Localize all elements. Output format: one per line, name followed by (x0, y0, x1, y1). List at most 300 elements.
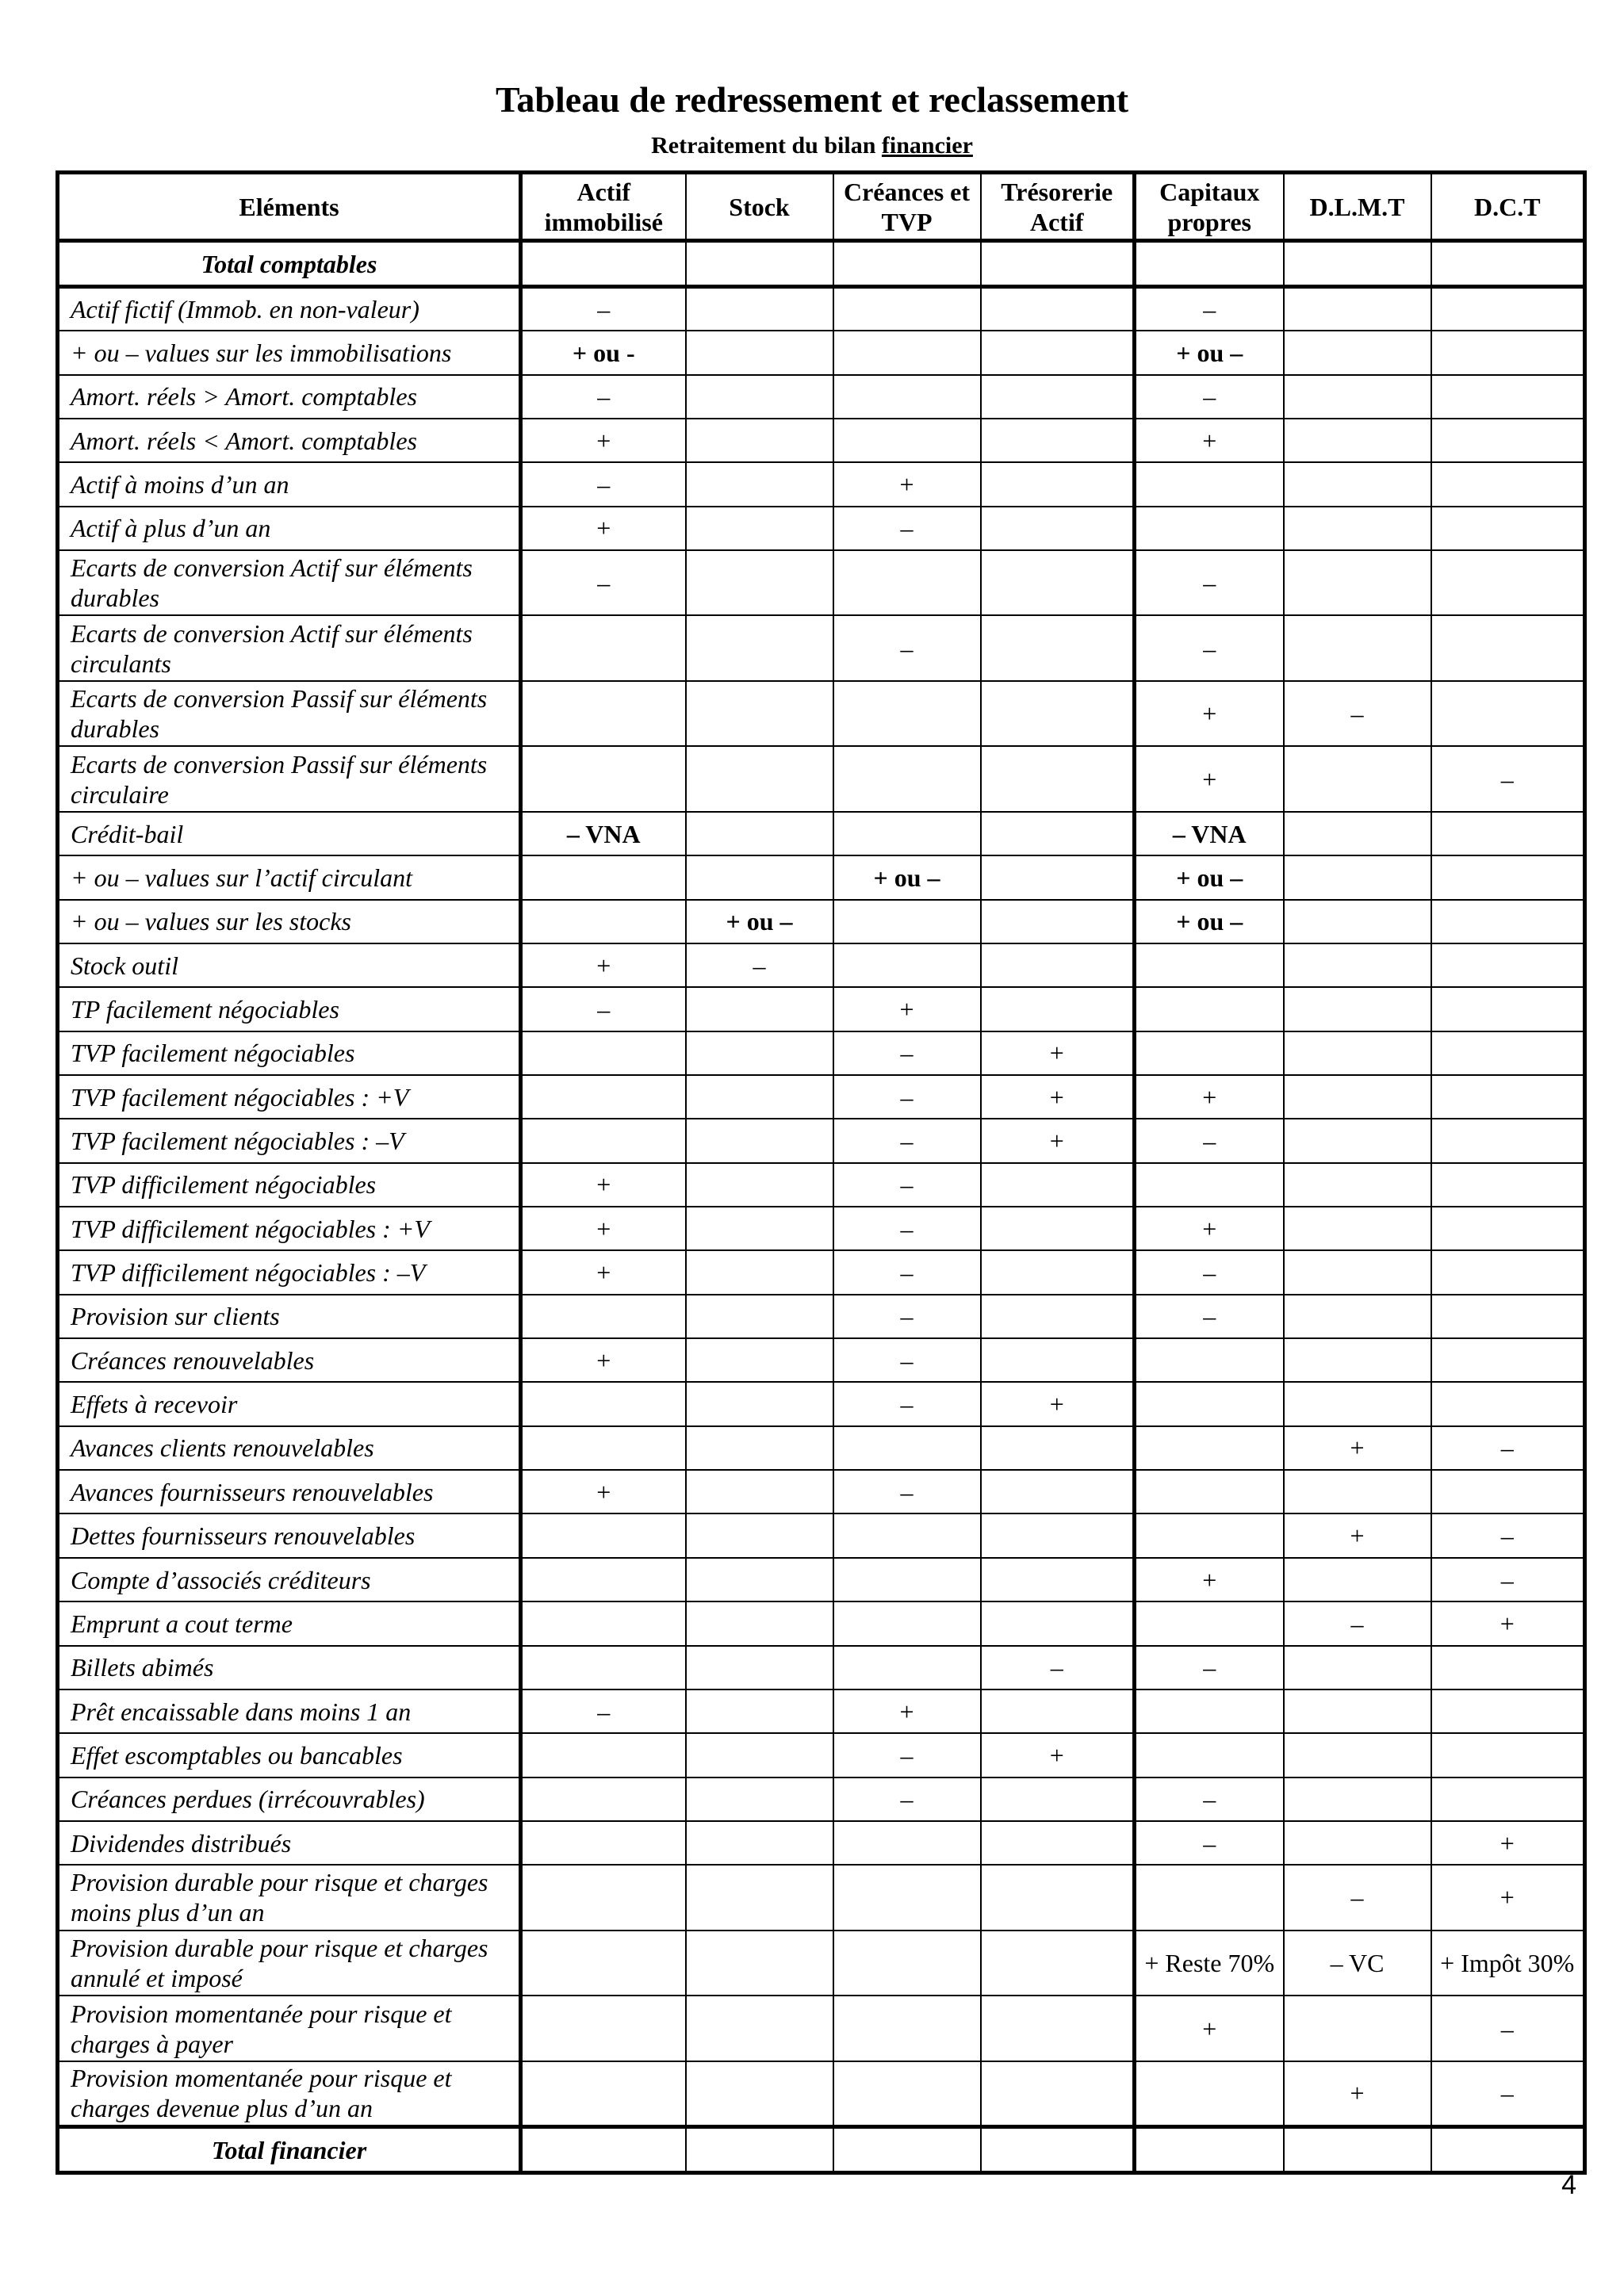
row-label: TP facilement négociables (58, 987, 521, 1031)
table-cell (521, 1558, 686, 1601)
table-row (58, 1931, 1585, 1996)
table-row (58, 1382, 1585, 1425)
table-cell (686, 1821, 833, 1865)
table-cell (686, 746, 833, 812)
column-header-creances-tvp: Créances et TVP (833, 173, 981, 241)
table-cell (1284, 900, 1431, 943)
table-cell (686, 615, 833, 681)
table-cell: + ou – (1135, 900, 1284, 943)
table-cell (981, 900, 1135, 943)
table-cell (1431, 1163, 1585, 1207)
table-cell (1431, 241, 1585, 287)
row-label: Provision durable pour risque et charges annulé et imposé (58, 1931, 521, 1996)
table-cell: – (1431, 2061, 1585, 2127)
table-cell (981, 1250, 1135, 1294)
table-cell (686, 287, 833, 331)
table-cell (981, 1163, 1135, 1207)
table-cell (521, 1075, 686, 1119)
table-cell (981, 615, 1135, 681)
table-cell (1431, 1646, 1585, 1689)
table-cell: + (521, 507, 686, 550)
table-cell (833, 375, 981, 419)
row-label: Billets abimés (58, 1646, 521, 1689)
table-cell (981, 1295, 1135, 1338)
table-cell: – (1135, 1646, 1284, 1689)
table-row (58, 1031, 1585, 1075)
table-cell (686, 1689, 833, 1733)
table-cell (1135, 1689, 1284, 1733)
table-cell (981, 1777, 1135, 1821)
table-cell (833, 1996, 981, 2061)
table-cell (1284, 1470, 1431, 1513)
table-cell (686, 1931, 833, 1996)
row-label: Avances fournisseurs renouvelables (58, 1470, 521, 1513)
table-cell (686, 1075, 833, 1119)
table-row (58, 1163, 1585, 1207)
table-cell: + Impôt 30% (1431, 1931, 1585, 1996)
row-label: TVP difficilement négociables (58, 1163, 521, 1207)
row-label: Ecarts de conversion Actif sur éléments durables (58, 550, 521, 616)
table-cell (981, 855, 1135, 899)
table-cell: – (833, 1119, 981, 1162)
table-cell: – (833, 1777, 981, 1821)
row-label: Amort. réels > Amort. comptables (58, 375, 521, 419)
table-cell (521, 2061, 686, 2127)
table-cell: + ou – (1135, 331, 1284, 374)
table-cell: + (521, 1207, 686, 1250)
table-cell: – (833, 615, 981, 681)
table-cell (521, 1733, 686, 1777)
table-cell (1431, 1470, 1585, 1513)
table-row (58, 550, 1585, 616)
table-cell (686, 987, 833, 1031)
table-cell: + (1431, 1865, 1585, 1931)
table-cell: – (1135, 287, 1284, 331)
row-label: Ecarts de conversion Passif sur éléments durables (58, 681, 521, 747)
table-cell (686, 1426, 833, 1470)
page-number: 4 (1561, 2170, 1576, 2200)
table-cell: + (981, 1382, 1135, 1425)
table-cell (686, 1382, 833, 1425)
column-header-tresorerie-actif: Trésorerie Actif (981, 173, 1135, 241)
table-cell: + Reste 70% (1135, 1931, 1284, 1996)
table-cell (981, 1865, 1135, 1931)
table-cell (1284, 507, 1431, 550)
row-label: Provision durable pour risque et charges moins plus d’un an (58, 1865, 521, 1931)
table-cell (1284, 375, 1431, 419)
table-cell (1431, 615, 1585, 681)
table-cell (521, 1646, 686, 1689)
table-row (58, 1601, 1585, 1645)
table-cell: – (521, 1689, 686, 1733)
table-cell (1431, 855, 1585, 899)
table-cell (833, 1513, 981, 1557)
table-cell: + (1284, 1426, 1431, 1470)
table-cell: – (1431, 1426, 1585, 1470)
table-cell (521, 1821, 686, 1865)
table-cell: + (981, 1075, 1135, 1119)
table-row (58, 1207, 1585, 1250)
table-cell (1431, 550, 1585, 616)
table-cell: – (1135, 1119, 1284, 1162)
table-cell (521, 615, 686, 681)
table-row (58, 1338, 1585, 1382)
table-cell (686, 1996, 833, 2061)
row-label: TVP difficilement négociables : –V (58, 1250, 521, 1294)
table-cell (1284, 987, 1431, 1031)
table-cell (833, 812, 981, 855)
table-cell (833, 1646, 981, 1689)
table-cell (1135, 2061, 1284, 2127)
table-cell (686, 1558, 833, 1601)
table-cell (521, 1513, 686, 1557)
table-row (58, 1558, 1585, 1601)
table-cell (1135, 1513, 1284, 1557)
table-cell: – (1284, 1601, 1431, 1645)
table-cell (1431, 1207, 1585, 1250)
table-cell (686, 462, 833, 506)
table-cell (1431, 1295, 1585, 1338)
table-cell (1431, 1338, 1585, 1382)
table-cell (1431, 419, 1585, 462)
table-cell (686, 1119, 833, 1162)
table-cell (1431, 1777, 1585, 1821)
table-cell (1135, 1470, 1284, 1513)
table-cell: – VNA (1135, 812, 1284, 855)
table-cell (981, 1426, 1135, 1470)
row-label: TVP facilement négociables : +V (58, 1075, 521, 1119)
row-label: Prêt encaissable dans moins 1 an (58, 1689, 521, 1733)
table-cell (1284, 1382, 1431, 1425)
table-row (58, 812, 1585, 855)
table-row (58, 943, 1585, 987)
table-cell (981, 550, 1135, 616)
table-cell: + (1431, 1601, 1585, 1645)
row-label: Dettes fournisseurs renouvelables (58, 1513, 521, 1557)
row-label: Actif fictif (Immob. en non-valeur) (58, 287, 521, 331)
table-cell (1135, 1338, 1284, 1382)
table-row (58, 1733, 1585, 1777)
table-cell (833, 1558, 981, 1601)
column-header-elements: Eléments (58, 173, 521, 241)
table-row (58, 615, 1585, 681)
table-row (58, 1777, 1585, 1821)
column-header-stock: Stock (686, 173, 833, 241)
row-label: TVP facilement négociables : –V (58, 1119, 521, 1162)
table-cell (521, 1865, 686, 1931)
table-cell (686, 1646, 833, 1689)
table-cell (521, 1777, 686, 1821)
table-cell (1284, 331, 1431, 374)
table-cell (686, 2061, 833, 2127)
table-cell: – (1135, 1250, 1284, 1294)
table-cell (1431, 1119, 1585, 1162)
table-cell (1135, 462, 1284, 506)
table-cell (981, 681, 1135, 747)
table-cell (981, 1207, 1135, 1250)
table-cell: + (521, 943, 686, 987)
table-cell: – (521, 987, 686, 1031)
table-cell (1284, 1558, 1431, 1601)
total-financier-label: Total financier (58, 2127, 521, 2173)
table-cell (981, 331, 1135, 374)
row-label: Compte d’associés créditeurs (58, 1558, 521, 1601)
table-cell: – (833, 1338, 981, 1382)
table-cell (686, 1470, 833, 1513)
table-row (58, 1646, 1585, 1689)
table-cell: – (1135, 615, 1284, 681)
table-cell (521, 855, 686, 899)
table-cell (981, 812, 1135, 855)
table-cell (686, 812, 833, 855)
table-cell (981, 987, 1135, 1031)
table-row (58, 1996, 1585, 2061)
table-cell (1284, 746, 1431, 812)
table-cell (686, 1031, 833, 1075)
table-cell (686, 375, 833, 419)
row-label: Avances clients renouvelables (58, 1426, 521, 1470)
table-cell (1431, 987, 1585, 1031)
reclassement-table (56, 170, 1587, 2175)
table-row (58, 2061, 1585, 2127)
row-label: + ou – values sur les immobilisations (58, 331, 521, 374)
table-cell (521, 1996, 686, 2061)
table-cell: + (981, 1119, 1135, 1162)
table-cell (981, 1558, 1135, 1601)
row-label: Effets à recevoir (58, 1382, 521, 1425)
table-cell (686, 1338, 833, 1382)
table-cell (686, 1733, 833, 1777)
table-row (58, 1119, 1585, 1162)
table-cell: + (833, 462, 981, 506)
table-cell (1431, 462, 1585, 506)
table-cell: + ou – (686, 900, 833, 943)
header-row (58, 173, 1585, 241)
table-cell (833, 241, 981, 287)
table-cell (1431, 1382, 1585, 1425)
table-cell (686, 1865, 833, 1931)
table-row (58, 462, 1585, 506)
table-cell: + (521, 419, 686, 462)
row-label: Stock outil (58, 943, 521, 987)
subtitle-underlined: financier (881, 132, 973, 159)
row-label: Ecarts de conversion Passif sur éléments circulaire (58, 746, 521, 812)
table-cell: + (521, 1250, 686, 1294)
table-cell (1431, 375, 1585, 419)
table-row (58, 287, 1585, 331)
table-cell: + (1135, 746, 1284, 812)
row-label: Créances perdues (irrécouvrables) (58, 1777, 521, 1821)
table-cell (521, 746, 686, 812)
row-label: Provision momentanée pour risque et charges à payer (58, 1996, 521, 2061)
table-cell (1431, 2127, 1585, 2173)
table-cell: – VNA (521, 812, 686, 855)
table-cell: + (1431, 1821, 1585, 1865)
table-cell (1284, 462, 1431, 506)
subtitle-prefix: Retraitement du bilan (651, 132, 882, 159)
table-cell (1284, 1295, 1431, 1338)
row-label: Actif à plus d’un an (58, 507, 521, 550)
table-cell (833, 419, 981, 462)
table-cell: + (521, 1338, 686, 1382)
table-cell: – (833, 1470, 981, 1513)
row-label: Crédit-bail (58, 812, 521, 855)
table-cell (1431, 681, 1585, 747)
table-cell (1135, 241, 1284, 287)
table-cell (833, 746, 981, 812)
table-row (58, 507, 1585, 550)
table-cell (1431, 900, 1585, 943)
table-cell: – (1431, 1996, 1585, 2061)
table-cell (1135, 943, 1284, 987)
column-header-dlmt: D.L.M.T (1284, 173, 1431, 241)
table-cell: + (1135, 1207, 1284, 1250)
table-cell (521, 681, 686, 747)
table-cell (1431, 1733, 1585, 1777)
table-cell (1284, 2127, 1431, 2173)
table-cell (981, 507, 1135, 550)
table-row (58, 1470, 1585, 1513)
table-cell: – (1135, 1777, 1284, 1821)
table-cell (686, 1250, 833, 1294)
table-cell (686, 1777, 833, 1821)
table-cell (1284, 1821, 1431, 1865)
table-cell (1284, 943, 1431, 987)
table-cell (1284, 1338, 1431, 1382)
table-row (58, 681, 1585, 747)
table-cell (686, 419, 833, 462)
row-label: Dividendes distribués (58, 1821, 521, 1865)
row-label: Créances renouvelables (58, 1338, 521, 1382)
total-financier-row (58, 2127, 1585, 2173)
table-cell (521, 241, 686, 287)
table-cell: + (521, 1163, 686, 1207)
table-cell (1284, 1646, 1431, 1689)
table-cell (833, 943, 981, 987)
table-cell (521, 900, 686, 943)
table-cell: – (833, 1163, 981, 1207)
table-cell (1284, 419, 1431, 462)
table-row (58, 987, 1585, 1031)
table-cell: – (1431, 1558, 1585, 1601)
table-cell (686, 681, 833, 747)
table-cell (1284, 1733, 1431, 1777)
table-cell (686, 507, 833, 550)
table-cell: + (981, 1031, 1135, 1075)
table-cell: – (833, 1382, 981, 1425)
table-cell: – (686, 943, 833, 987)
row-label: Actif à moins d’un an (58, 462, 521, 506)
table-cell (1431, 812, 1585, 855)
table-cell (1135, 987, 1284, 1031)
table-cell (1431, 943, 1585, 987)
table-cell (686, 2127, 833, 2173)
table-row (58, 1689, 1585, 1733)
table-cell (833, 550, 981, 616)
table-cell (686, 1295, 833, 1338)
table-cell (1284, 1207, 1431, 1250)
table-cell (1284, 1996, 1431, 2061)
table-cell (833, 1821, 981, 1865)
column-header-capitaux-propres: Capitaux propres (1135, 173, 1284, 241)
table-cell (1135, 2127, 1284, 2173)
table-cell: – (833, 1075, 981, 1119)
table-cell (1431, 1031, 1585, 1075)
table-cell (521, 2127, 686, 2173)
table-cell (1135, 1031, 1284, 1075)
table-cell (1284, 1075, 1431, 1119)
table-cell (521, 1382, 686, 1425)
table-cell (833, 1426, 981, 1470)
table-cell (521, 1031, 686, 1075)
page-title: Tableau de redressement et reclassement (495, 79, 1129, 120)
table-cell (1284, 615, 1431, 681)
table-cell (981, 287, 1135, 331)
table-cell (981, 375, 1135, 419)
table-cell (1431, 287, 1585, 331)
table-row (58, 1295, 1585, 1338)
page-subtitle (0, 130, 1624, 162)
table-cell: + (833, 987, 981, 1031)
table-cell (1135, 1733, 1284, 1777)
table-row (58, 1250, 1585, 1294)
table-cell: + (833, 1689, 981, 1733)
table-cell (1284, 1031, 1431, 1075)
table-cell (981, 2061, 1135, 2127)
table-cell (1431, 1075, 1585, 1119)
row-label: Ecarts de conversion Actif sur éléments circulants (58, 615, 521, 681)
table-cell: + (521, 1470, 686, 1513)
table-cell: + (1284, 2061, 1431, 2127)
row-label: Provision momentanée pour risque et charges devenue plus d’un an (58, 2061, 521, 2127)
table-cell (686, 550, 833, 616)
row-label: Amort. réels < Amort. comptables (58, 419, 521, 462)
table-row (58, 375, 1585, 419)
column-header-dct: D.C.T (1431, 173, 1585, 241)
table-cell (1431, 331, 1585, 374)
table-cell (833, 1601, 981, 1645)
table-cell: – (1431, 1513, 1585, 1557)
table-cell: – (1135, 1821, 1284, 1865)
table-cell (981, 943, 1135, 987)
table-cell (833, 681, 981, 747)
table-cell: – (1284, 1865, 1431, 1931)
table-row (58, 331, 1585, 374)
table-row (58, 1865, 1585, 1931)
table-row (58, 855, 1585, 899)
table-cell (981, 241, 1135, 287)
table-cell (981, 1601, 1135, 1645)
table-cell: – (521, 287, 686, 331)
table-cell (833, 287, 981, 331)
table-cell: – (521, 550, 686, 616)
table-cell (686, 331, 833, 374)
table-cell (981, 1689, 1135, 1733)
table-cell: – (833, 507, 981, 550)
table-cell (521, 1295, 686, 1338)
table-cell (1284, 1163, 1431, 1207)
row-label: Emprunt a cout terme (58, 1601, 521, 1645)
table-cell: + (1135, 419, 1284, 462)
table-row (58, 1821, 1585, 1865)
table-cell (1284, 1250, 1431, 1294)
table-cell: + ou – (833, 855, 981, 899)
table-row (58, 1513, 1585, 1557)
table-cell (833, 2061, 981, 2127)
table-cell: – (521, 462, 686, 506)
table-cell: – (1135, 1295, 1284, 1338)
table-cell (833, 331, 981, 374)
